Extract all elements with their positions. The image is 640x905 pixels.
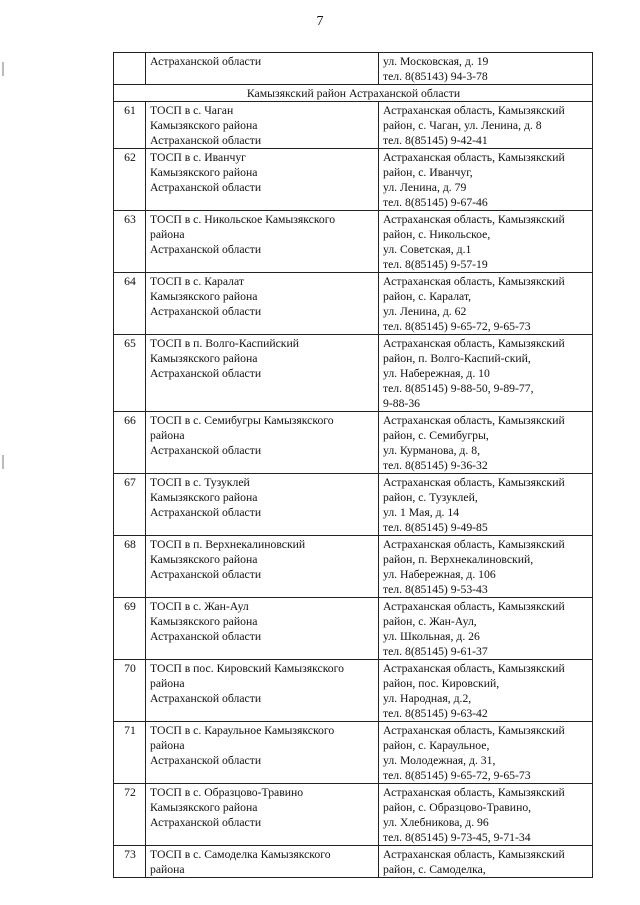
office-address-line: Астраханская область, Камызякский [383,151,565,164]
office-address-line: район, с. Караульное, [383,739,490,752]
office-name-line: Камызякского района [150,290,258,303]
office-name-line: Астраханской области [150,55,262,68]
office-address-line: тел. 8(85145) 9-53-43 [383,583,488,596]
row-number: 61 [114,102,146,149]
office-address-line: Астраханская область, Камызякский [383,848,565,861]
office-name-cell [146,273,379,335]
office-address-cell [379,335,593,412]
office-name-line: Астраханской области [150,692,262,705]
office-address-line: ул. Хлебникова, д. 96 [383,816,489,829]
row-number: 70 [114,660,146,722]
office-name-cell [146,335,379,412]
office-address-cell [379,149,593,211]
table-row [114,335,593,412]
office-address-line: ул. Набережная, д. 10 [383,367,490,380]
office-address-line: тел. 8(85145) 9-67-46 [383,196,488,209]
row-number: 69 [114,598,146,660]
office-name-line: Астраханской области [150,444,262,457]
table-row [114,474,593,536]
office-name-line: района [150,429,185,442]
office-address-line: тел. 8(85145) 9-65-72, 9-65-73 [383,769,531,782]
office-name-line: Астраханской области [150,134,262,147]
office-name-cell [146,102,379,149]
scan-margin-mark [2,455,4,469]
office-address-line: район, п. Волго-Каспий-ский, [383,352,531,365]
table-row [114,412,593,474]
office-name-line: Камызякского района [150,352,258,365]
office-address-cell [379,598,593,660]
office-name-cell [146,660,379,722]
office-address-line: район, с. Самоделка, [383,863,486,876]
office-name-line: Камызякского района [150,119,258,132]
row-number: 68 [114,536,146,598]
office-address-line: район, с. Чаган, ул. Ленина, д. 8 [383,119,542,132]
office-name-line: Астраханской области [150,754,262,767]
table-row [114,722,593,784]
office-address-line: тел. 8(85145) 9-61-37 [383,645,488,658]
office-address-line: тел. 8(85145) 9-57-19 [383,258,488,271]
office-address-line: тел. 8(85145) 9-49-85 [383,521,488,534]
office-address-cell [379,722,593,784]
office-name-line: района [150,677,185,690]
office-name-line: ТОСП в с. Никольское Камызякского [150,213,336,226]
office-address-line: район, с. Тузуклей, [383,491,478,504]
office-address-cell [379,474,593,536]
table-row [114,273,593,335]
office-name-cell [146,536,379,598]
office-address-line: тел. 8(85145) 9-36-32 [383,459,488,472]
office-address-line: Астраханская область, Камызякский [383,600,565,613]
office-address-line: тел. 8(85145) 9-65-72, 9-65-73 [383,320,531,333]
office-address-line: ул. Набережная, д. 106 [383,568,496,581]
office-address-line: район, пос. Кировский, [383,677,500,690]
table-row [114,211,593,273]
table-row [114,102,593,149]
office-address-cell [379,660,593,722]
office-address-line: ул. Советская, д.1 [383,243,472,256]
row-number: 64 [114,273,146,335]
section-title: Камызякский район Астраханской области [114,85,593,102]
office-address-line: Астраханская область, Камызякский [383,786,565,799]
row-number: 73 [114,846,146,878]
office-address-line: Астраханская область, Камызякский [383,724,565,737]
office-name-cell [146,598,379,660]
office-address-line: тел. 8(85145) 9-88-50, 9-89-77, [383,382,534,395]
office-name-line: Астраханской области [150,243,262,256]
office-name-line: ТОСП в с. Иванчуг [150,151,246,164]
office-name-line: Астраханской области [150,568,262,581]
office-name-cell [146,211,379,273]
table-row [114,784,593,846]
office-name-cell [146,722,379,784]
office-name-line: Камызякского района [150,615,258,628]
office-address-line: ул. Молодежная, д. 31, [383,754,496,767]
office-address-line: Астраханская область, Камызякский [383,104,565,117]
office-name-cell [146,412,379,474]
row-number: 72 [114,784,146,846]
office-name-line: Камызякского района [150,491,258,504]
section-row [114,85,593,102]
office-address-line: тел. 8(85145) 9-63-42 [383,707,488,720]
office-address-line: район, с. Образцово-Травино, [383,801,532,814]
page-number: 7 [316,14,324,29]
office-name-line: Астраханской области [150,816,262,829]
office-name-line: ТОСП в с. Семибугры Камызякского [150,414,334,427]
office-address-line: Астраханская область, Камызякский [383,414,565,427]
office-name-line: района [150,863,185,876]
table-row [114,846,593,878]
office-address-line: район, п. Верхнекалиновский, [383,553,534,566]
office-address-line: ул. Ленина, д. 79 [383,181,467,194]
office-address-cell [379,536,593,598]
office-address-line: Астраханская область, Камызякский [383,662,565,675]
office-name-line: Камызякского района [150,166,258,179]
offices-table-body [114,53,593,878]
office-address-cell [379,53,593,85]
row-number [114,53,146,85]
office-address-line: тел. 8(85145) 9-73-45, 9-71-34 [383,831,531,844]
table-row [114,536,593,598]
row-number: 66 [114,412,146,474]
office-name-cell [146,53,379,85]
office-address-cell [379,273,593,335]
office-name-line: района [150,228,185,241]
scan-margin-mark [2,62,4,76]
office-name-line: ТОСП в с. Каралат [150,275,244,288]
office-address-line: Астраханская область, Камызякский [383,538,565,551]
row-number: 67 [114,474,146,536]
office-address-line: район, с. Жан-Аул, [383,615,477,628]
office-name-line: Астраханской области [150,367,262,380]
row-number: 62 [114,149,146,211]
office-name-line: Астраханской области [150,181,262,194]
office-name-line: Астраханской области [150,305,262,318]
office-address-line: район, с. Каралат, [383,290,472,303]
office-name-line: Астраханской области [150,630,262,643]
row-number: 71 [114,722,146,784]
office-name-line: Камызякского района [150,553,258,566]
office-name-cell [146,846,379,878]
office-name-line: ТОСП в с. Жан-Аул [150,600,249,613]
office-name-line: ТОСП в пос. Кировский Камызякского [150,662,344,675]
office-address-cell [379,211,593,273]
office-name-line: ТОСП в с. Тузуклей [150,476,250,489]
office-address-line: ул. Курманова, д. 8, [383,444,480,457]
office-address-cell [379,784,593,846]
office-address-line: район, с. Иванчуг, [383,166,473,179]
office-address-line: Астраханская область, Камызякский [383,476,565,489]
office-address-line: Астраханская область, Камызякский [383,337,565,350]
office-address-line: Астраханская область, Камызякский [383,213,565,226]
office-name-line: Астраханской области [150,506,262,519]
office-address-line: ул. Школьная, д. 26 [383,630,480,643]
office-name-cell [146,474,379,536]
office-name-line: ТОСП в с. Караульное Камызякского [150,724,335,737]
office-address-line: ул. Народная, д.2, [383,692,472,705]
office-name-line: ТОСП в с. Самоделка Камызякского [150,848,331,861]
office-address-line: тел. 8(85143) 94-3-78 [383,70,488,83]
office-name-cell [146,149,379,211]
row-number: 63 [114,211,146,273]
office-address-line: ул. Московская, д. 19 [383,55,489,68]
office-name-line: ТОСП в с. Образцово-Травино [150,786,304,799]
office-address-line: тел. 8(85145) 9-42-41 [383,134,488,147]
table-row [114,53,593,85]
office-name-line: Камызякского района [150,801,258,814]
office-address-cell [379,412,593,474]
office-address-line: ул. 1 Мая, д. 14 [383,506,460,519]
office-address-line: 9-88-36 [383,397,421,410]
office-name-line: района [150,739,185,752]
office-address-line: Астраханская область, Камызякский [383,275,565,288]
office-name-line: ТОСП в с. Чаган [150,104,234,117]
office-address-line: район, с. Семибугры, [383,429,489,442]
office-address-cell [379,846,593,878]
office-address-line: район, с. Никольское, [383,228,491,241]
office-name-cell [146,784,379,846]
row-number: 65 [114,335,146,412]
office-address-line: ул. Ленина, д. 62 [383,305,467,318]
table-row [114,660,593,722]
office-address-cell [379,102,593,149]
table-row [114,149,593,211]
offices-table [113,52,593,878]
office-name-line: ТОСП в п. Волго-Каспийский [150,337,299,350]
office-name-line: ТОСП в п. Верхнекалиновский [150,538,306,551]
table-row [114,598,593,660]
